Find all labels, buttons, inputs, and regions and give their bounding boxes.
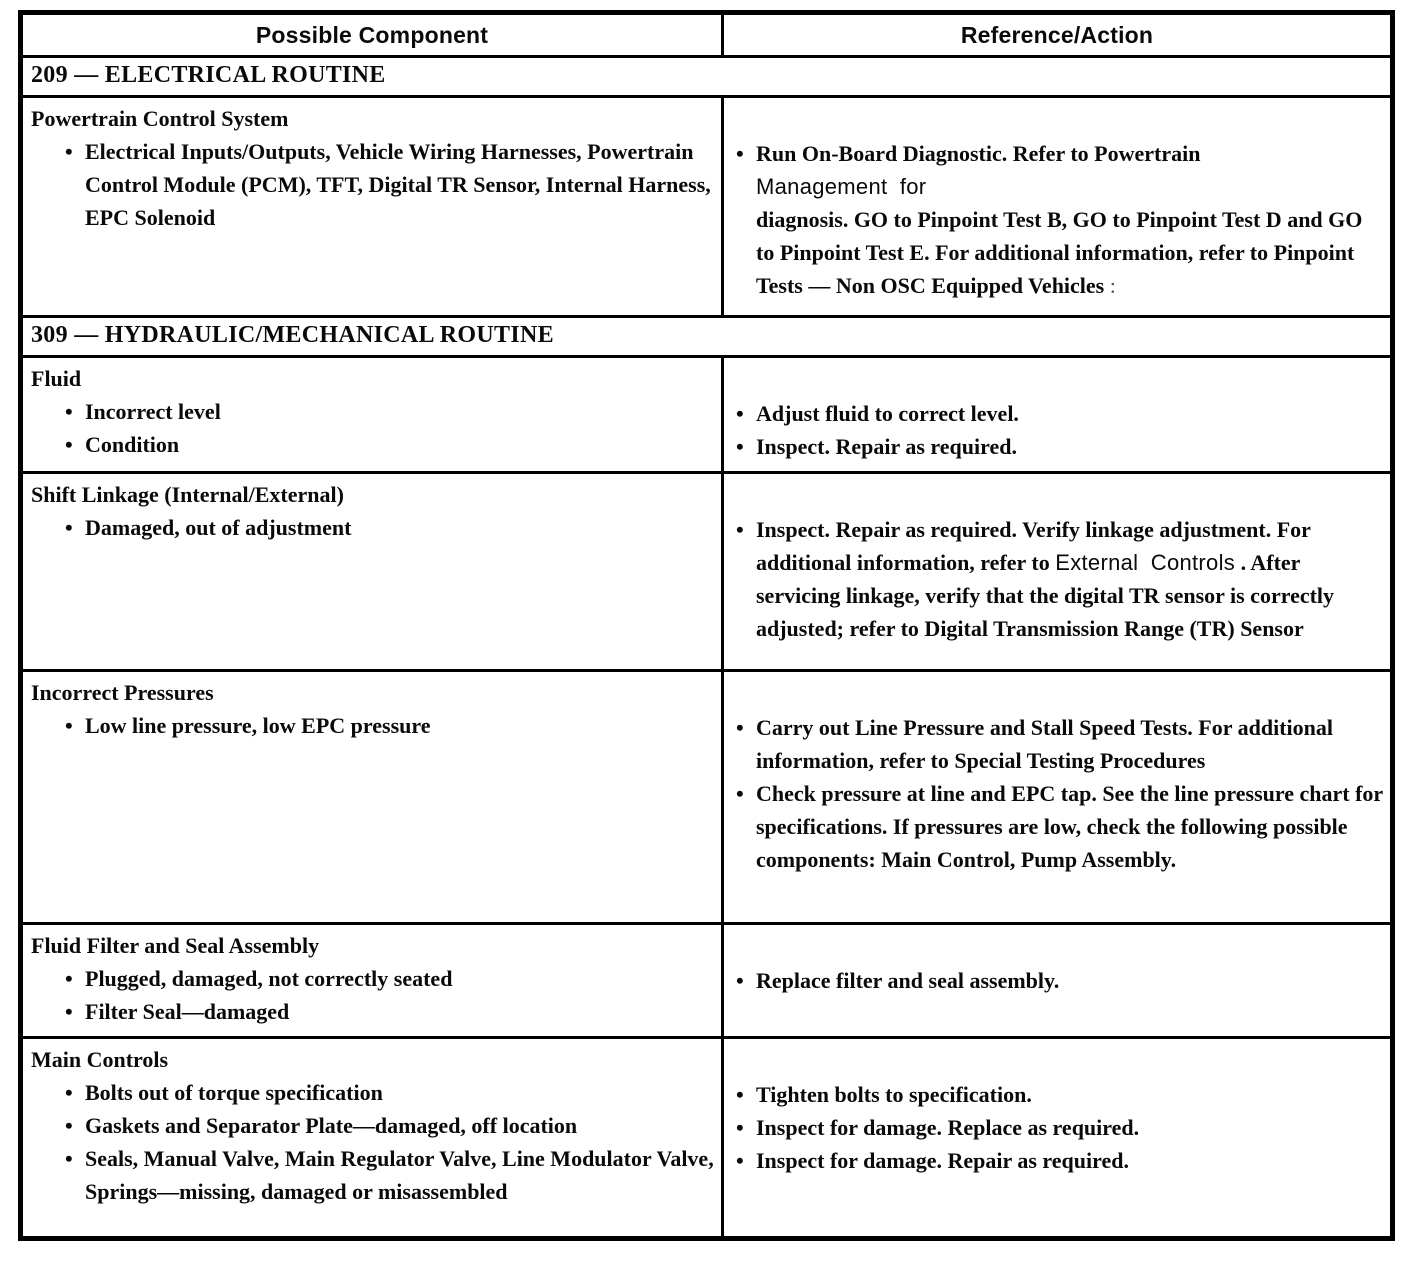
component-bullet-text: Bolts out of torque specification — [85, 1080, 383, 1105]
action-bullet — [736, 513, 1384, 645]
action-bullet-list — [736, 711, 1384, 876]
action-text-segment: Inspect. Repair as required. Verify linkage adjustment. For additional information, refer to — [756, 517, 1311, 575]
action-bullet-list — [736, 513, 1384, 645]
component-bullet — [65, 1142, 715, 1208]
component-bullet-text: Damaged, out of adjustment — [85, 515, 352, 540]
component-bullet-list — [65, 962, 715, 1028]
component-bullet-list — [65, 135, 715, 234]
component-title: Shift Linkage (Internal/External) — [31, 482, 344, 507]
action-bullet — [736, 1111, 1384, 1144]
component-bullet — [65, 1076, 715, 1109]
action-bullet — [736, 711, 1384, 777]
action-text-suffix: : — [1109, 273, 1116, 298]
table-row — [21, 924, 1393, 1038]
action-bullet — [736, 964, 1384, 997]
component-bullet-text: Filter Seal—damaged — [85, 999, 290, 1024]
component-bullet-list — [65, 395, 715, 461]
component-bullet — [65, 511, 715, 544]
section-row-hydraulic — [21, 317, 1393, 357]
component-title: Fluid Filter and Seal Assembly — [31, 933, 320, 958]
action-text: Tighten bolts to specification. — [756, 1082, 1032, 1107]
component-bullet — [65, 1109, 715, 1142]
component-bullet-list — [65, 1076, 715, 1208]
table-row — [21, 357, 1393, 473]
action-text: Adjust fluid to correct level. — [756, 401, 1019, 426]
table-row — [21, 97, 1393, 317]
action-bullet-list — [736, 964, 1384, 997]
action-text-link-segment: External Controls — [1055, 550, 1236, 575]
component-title: Incorrect Pressures — [31, 680, 214, 705]
component-title: Fluid — [31, 366, 82, 391]
component-cell-shift-linkage — [21, 473, 723, 671]
component-cell-main-controls — [21, 1038, 723, 1239]
action-bullet — [736, 1078, 1384, 1111]
component-cell-powertrain — [21, 97, 723, 317]
table-row — [21, 473, 1393, 671]
component-bullet-text: Gaskets and Separator Plate—damaged, off location — [85, 1113, 578, 1138]
action-cell-fluid-filter — [723, 924, 1393, 1038]
table-row — [21, 671, 1393, 924]
component-bullet — [65, 395, 715, 428]
action-text-segment: Run On-Board Diagnostic. Refer to Powertrain — [756, 141, 1201, 166]
component-bullet — [65, 135, 715, 234]
component-bullet-text: Plugged, damaged, not correctly seated — [85, 966, 453, 991]
component-bullet-text: Condition — [85, 432, 180, 457]
action-bullet-list — [736, 137, 1384, 302]
component-bullet-text: Low line pressure, low EPC pressure — [85, 713, 431, 738]
diagnostic-table — [18, 10, 1395, 1241]
action-cell-incorrect-pressures — [723, 671, 1393, 924]
component-bullet-list — [65, 511, 715, 544]
action-text: Check pressure at line and EPC tap. See the line pressure chart for specifications. If pressures are low, check the following possible components: Main Control, Pump Assembly. — [756, 781, 1383, 872]
action-text: Replace filter and seal assembly. — [756, 968, 1060, 993]
section-title-hydraulic: 309 — HYDRAULIC/MECHANICAL ROUTINE — [21, 317, 1393, 357]
table-header-row — [21, 13, 1393, 57]
component-cell-fluid — [21, 357, 723, 473]
action-bullet — [736, 397, 1384, 430]
component-bullet-list — [65, 709, 715, 742]
action-text-link-segment: Management for — [756, 174, 927, 199]
component-title: Powertrain Control System — [31, 106, 289, 131]
action-bullet — [736, 777, 1384, 876]
column-header-reference-action: Reference/Action — [723, 13, 1393, 57]
action-text-segment: . After servicing linkage, verify that the digital TR sensor is correctly adjusted; refer to Digital Transmission Range (TR) Sensor — [756, 550, 1335, 641]
action-bullet — [736, 1144, 1384, 1177]
action-text-segment: diagnosis. GO to Pinpoint Test B, GO to Pinpoint Test D and GO to Pinpoint Test E. For additional information, refer to Pinpoint Tests — Non OSC Equipped Vehicles — [756, 207, 1363, 298]
action-bullet — [736, 430, 1384, 463]
component-bullet — [65, 428, 715, 461]
action-bullet-list — [736, 1078, 1384, 1177]
action-text: Carry out Line Pressure and Stall Speed Tests. For additional information, refer to Special Testing Procedures — [756, 715, 1333, 773]
action-cell-shift-linkage — [723, 473, 1393, 671]
component-cell-fluid-filter — [21, 924, 723, 1038]
column-header-possible-component: Possible Component — [21, 13, 723, 57]
section-row-electrical — [21, 57, 1393, 97]
action-text: Inspect for damage. Replace as required. — [756, 1115, 1140, 1140]
component-title: Main Controls — [31, 1047, 169, 1072]
section-title-electrical: 209 — ELECTRICAL ROUTINE — [21, 57, 1393, 97]
action-cell-powertrain — [723, 97, 1393, 317]
component-bullet-text: Electrical Inputs/Outputs, Vehicle Wiring Harnesses, Powertrain Control Module (PCM), TFT, Digital TR Sensor, Internal Harness, EPC Solenoid — [85, 139, 711, 230]
component-bullet — [65, 709, 715, 742]
action-text: Inspect. Repair as required. — [756, 434, 1017, 459]
action-cell-main-controls — [723, 1038, 1393, 1239]
component-bullet — [65, 962, 715, 995]
action-text: Inspect for damage. Repair as required. — [756, 1148, 1129, 1173]
action-cell-fluid — [723, 357, 1393, 473]
component-bullet — [65, 995, 715, 1028]
table-row — [21, 1038, 1393, 1239]
action-bullet — [736, 137, 1384, 302]
component-bullet-text: Seals, Manual Valve, Main Regulator Valve, Line Modulator Valve, Springs—missing, damaged or misassembled — [85, 1146, 714, 1204]
component-cell-incorrect-pressures — [21, 671, 723, 924]
component-bullet-text: Incorrect level — [85, 399, 221, 424]
action-bullet-list — [736, 397, 1384, 463]
